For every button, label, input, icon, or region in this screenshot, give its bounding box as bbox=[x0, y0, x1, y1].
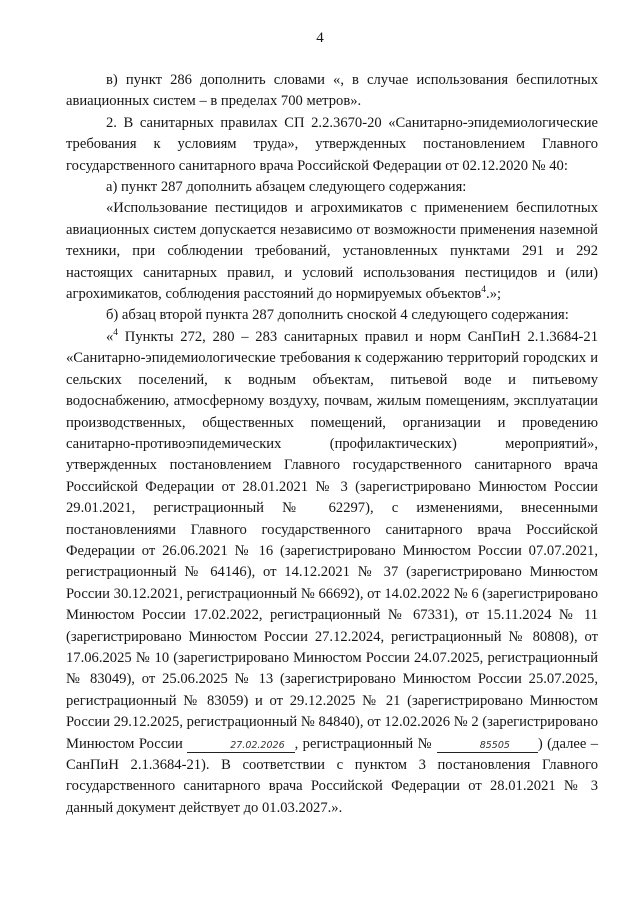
footnote-paragraph bbox=[66, 327, 598, 819]
paragraph-item-a: а) пункт 287 дополнить абзацем следующего содержания: bbox=[106, 179, 467, 196]
footnote-reference: 4 bbox=[481, 285, 487, 296]
footnote-text: Пункты 272, 280 – 283 санитарных правил и норм СанПиН 2.1.3684-21 «Санитарно-эпидемиологические требования к содержанию территорий городских и сельских поселений, к водным объектам, питьевой воде и питьевому водоснабжению, атмосферному воздуху, почвам, жилым помещениям, эксплуатации производственных, общественных помещений, организации и проведению санитарно-противоэпидемических (профилактических) мероприятий», утвержденных постановлением Главного государственного санитарного врача Российской Федерации от 28.01.2021 № 3 (зарегистрировано Минюстом России 29.01.2021, регистрационный № 62297), с изменениями, внесенными постановлениями Главного государственного санитарного врача Российской Федерации от 26.06.2021 № 16 (зарегистрировано Минюстом России 07.07.2021, регистрационный № 64146), от 14.12.2021 № 37 (зарегистрировано Минюстом России 30.12.2021, регистрационный № 66692), от 14.02.2022 № 6 (зарегистрировано Минюстом России 17.02.2022, регистрационный № 67331), от 15.11.2024 № 11 (зарегистрировано Минюстом России 27.12.2024, регистрационный № 80808), от 17.06.2025 № 10 (зарегистрировано Минюстом России 24.07.2025, регистрационный № 83049), от 25.06.2025 № 13 (зарегистрировано Минюстом России 25.07.2025, регистрационный № 83059) и от 29.12.2025 № 21 (зарегистрировано Минюстом России 29.12.2025, регистрационный № 84840), от 12.02.2026 № 2 (зарегистрировано Минюстом России bbox=[66, 328, 598, 752]
footnote-open-quote: « bbox=[106, 328, 114, 345]
paragraph-quoted-addition bbox=[66, 198, 598, 305]
paragraph-section-2: 2. В санитарных правилах СП 2.2.3670-20 «Санитарно-эпидемиологические требования к условиям труда», утвержденных постановлением Главного государственного санитарного врача Российской Федерации от 02.12.2020 № 40: bbox=[66, 114, 598, 174]
handwritten-registration-date: 27.02.2026 bbox=[187, 739, 294, 753]
footnote-marker: 4 bbox=[113, 328, 119, 339]
footnote-end-text: ) (далее – СанПиН 2.1.3684-21). В соответствии с пунктом 3 постановления Главного государственного санитарного врача Российской Федерации от 28.01.2021 № 3 данный документ действует до 01.03.2027.». bbox=[66, 735, 599, 816]
document-body bbox=[66, 70, 598, 819]
quoted-addition-end: .»; bbox=[486, 286, 502, 303]
quoted-addition-text: «Использование пестицидов и агрохимикатов с применением беспилотных авиационных систем допускается независимо от возможности применения наземной техники, при соблюдении требований, установленных пунктами 291 и 292 настоящих санитарных правил, и условий использования пестицидов и (или) агрохимикатов, соблюдения расстояний до нормируемых объектов bbox=[66, 200, 598, 303]
paragraph-item-v: в) пункт 286 дополнить словами «, в случае использования беспилотных авиационных систем – в пределах 700 метров». bbox=[66, 72, 598, 110]
paragraph-item-b: б) абзац второй пункта 287 дополнить сноской 4 следующего содержания: bbox=[106, 307, 569, 324]
footnote-mid-text: , регистрационный № bbox=[294, 735, 437, 752]
page-number: 4 bbox=[316, 30, 324, 46]
handwritten-registration-number: 85505 bbox=[437, 739, 538, 753]
